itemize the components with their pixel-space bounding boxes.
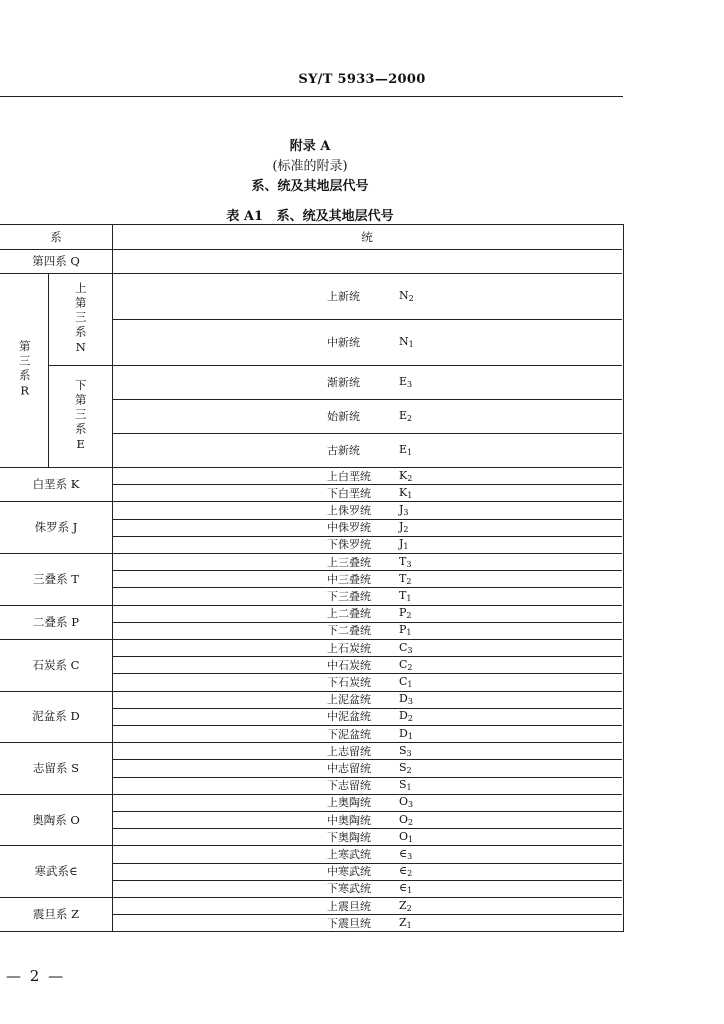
series-code-subscript: 3 — [407, 851, 413, 861]
series-row — [112, 501, 622, 518]
row-divider — [112, 587, 622, 588]
series-code-subscript: 1 — [407, 490, 413, 500]
table-caption-number: 表 A1 — [226, 209, 264, 224]
series-code-letter: N — [399, 335, 409, 348]
system-name: 侏罗系 J — [34, 520, 78, 535]
row-divider — [112, 725, 622, 726]
system-name: 寒武系∈ — [34, 864, 78, 879]
row-divider — [112, 914, 622, 915]
series-row — [112, 519, 622, 536]
series-name: 下侏罗统 — [327, 538, 371, 552]
series-code-letter: Z — [399, 898, 407, 912]
series-row — [112, 742, 622, 759]
series-row — [112, 536, 622, 553]
series-name: 中侏罗统 — [327, 521, 371, 535]
series-code — [399, 727, 439, 741]
series-code — [399, 709, 439, 723]
series-code-letter: ∈ — [399, 846, 408, 860]
series-code-subscript: 3 — [407, 380, 413, 389]
appendix-title: 系、统及其地层代号 — [251, 179, 369, 194]
series-code-subscript: 2 — [406, 765, 412, 775]
series-name: 下震旦统 — [327, 916, 371, 930]
series-code-letter: J — [399, 520, 404, 534]
series-code — [399, 744, 439, 758]
series-code-subscript: 1 — [407, 886, 413, 896]
series-code — [399, 778, 439, 792]
series-code-subscript: 2 — [407, 473, 413, 483]
series-name: 上白垩统 — [327, 469, 371, 483]
series-code — [399, 675, 439, 689]
series-code-subscript: 1 — [407, 679, 413, 689]
series-code-letter: C — [399, 674, 408, 688]
system-name: 志留系 S — [32, 760, 80, 775]
row-divider — [112, 656, 622, 657]
standard-code: SY/T 5933—2000 — [298, 72, 426, 87]
upper-tertiary — [48, 273, 112, 365]
series-code-subscript: 1 — [406, 593, 412, 603]
series-code — [399, 572, 439, 586]
series-row — [112, 708, 622, 725]
series-code — [399, 847, 439, 861]
series-name: 下奥陶统 — [327, 830, 371, 844]
system-name: 奥陶系 O — [32, 812, 80, 827]
series-code-subscript: 1 — [407, 731, 413, 741]
table-caption-title: 系、统及其地层代号 — [276, 209, 394, 224]
series-code-letter: E — [399, 443, 408, 456]
system-name: 石炭系 C — [32, 657, 80, 672]
series-row — [112, 656, 622, 673]
series-code-subscript: 1 — [403, 542, 409, 552]
series-name: 中新统 — [327, 336, 360, 349]
series-code-letter: J — [399, 537, 404, 551]
series-name: 上新统 — [327, 290, 360, 303]
tertiary-system — [0, 273, 48, 467]
series-row — [112, 553, 622, 570]
system-name: 震旦系 Z — [32, 907, 80, 922]
row-divider — [112, 570, 622, 571]
appendix-type: (标准的附录) — [272, 159, 348, 174]
row-divider — [112, 622, 622, 623]
series-code-letter: D — [399, 709, 408, 723]
series-code-letter: E — [399, 409, 408, 422]
series-code — [399, 486, 439, 500]
series-name: 下白垩统 — [327, 486, 371, 500]
series-code — [399, 881, 439, 895]
series-code-subscript: 2 — [408, 817, 414, 827]
series-name: 下志留统 — [327, 779, 371, 793]
row-divider — [112, 519, 622, 520]
series-code-subscript: 1 — [406, 920, 412, 930]
upper-tertiary-label: 上第三系N — [73, 281, 88, 357]
series-name: 上石炭统 — [327, 641, 371, 655]
series-code-letter: N — [399, 289, 409, 302]
header-rule — [0, 96, 623, 97]
series-code-letter: P — [399, 606, 407, 620]
series-name: 渐新统 — [327, 376, 360, 389]
series-name: 中寒武统 — [327, 865, 371, 879]
series-code-letter: D — [399, 692, 408, 706]
series-name: 下三叠统 — [327, 589, 371, 603]
series-name: 中石炭统 — [327, 658, 371, 672]
series-code — [399, 469, 439, 483]
series-code — [399, 916, 439, 930]
series-code-subscript: 2 — [406, 576, 412, 586]
series-code-subscript: 1 — [407, 448, 413, 457]
series-name: 下石炭统 — [327, 675, 371, 689]
series-name: 古新统 — [327, 444, 360, 457]
table-caption — [190, 205, 430, 224]
series-row — [112, 777, 622, 794]
appendix-label: 附录 A — [289, 139, 331, 154]
series-code — [399, 606, 439, 620]
series-code-letter: C — [399, 640, 408, 654]
series-name: 上泥盆统 — [327, 693, 371, 707]
series-row — [112, 845, 622, 862]
series-code-subscript: 1 — [408, 340, 414, 349]
series-code-subscript: 2 — [406, 903, 412, 913]
system-name: 二叠系 P — [33, 614, 79, 629]
system-name: 泥盆系 D — [32, 709, 80, 724]
series-row — [112, 484, 622, 501]
series-name: 上震旦统 — [327, 899, 371, 913]
series-name: 中志留统 — [327, 761, 371, 775]
series-name: 下寒武统 — [327, 882, 371, 896]
series-code-letter: S — [399, 760, 407, 774]
series-row — [112, 605, 622, 622]
row-divider — [112, 863, 622, 864]
tertiary-system-label: 第三系R — [17, 339, 32, 401]
series-code — [399, 520, 439, 534]
series-code-subscript: 3 — [408, 800, 414, 810]
series-code-letter: ∈ — [399, 864, 408, 878]
series-code — [399, 537, 439, 551]
row-divider — [112, 708, 622, 709]
series-code — [399, 830, 439, 844]
series-code-letter: D — [399, 726, 408, 740]
series-row — [112, 319, 622, 365]
series-code-subscript: 2 — [407, 414, 413, 423]
series-name: 中奥陶统 — [327, 813, 371, 827]
lower-tertiary-label: 下第三系E — [73, 378, 88, 454]
series-code-subscript: 2 — [407, 662, 413, 672]
series-code — [399, 555, 439, 569]
series-code-subscript: 3 — [406, 559, 412, 569]
series-row — [112, 880, 622, 897]
series-name: 中泥盆统 — [327, 710, 371, 724]
series-code — [399, 375, 439, 389]
series-row — [112, 433, 622, 467]
row-divider — [112, 759, 622, 760]
series-row — [112, 273, 622, 319]
series-code — [399, 623, 439, 637]
series-name: 中三叠统 — [327, 572, 371, 586]
series-code-subscript: 2 — [403, 525, 409, 535]
series-code-letter: Z — [399, 915, 407, 929]
series-code — [399, 409, 439, 423]
series-code — [399, 289, 439, 303]
series-row — [112, 570, 622, 587]
strata-table — [0, 224, 624, 932]
series-code — [399, 795, 439, 809]
quaternary-system: 第四系 Q — [32, 254, 80, 268]
row-divider — [112, 811, 622, 812]
series-code — [399, 899, 439, 913]
series-code-letter: C — [399, 657, 408, 671]
series-name: 上奥陶统 — [327, 796, 371, 810]
series-row — [112, 897, 622, 914]
series-code — [399, 761, 439, 775]
series-code — [399, 443, 439, 457]
series-row — [112, 811, 622, 828]
series-code-letter: K — [399, 485, 408, 499]
series-row — [112, 725, 622, 742]
series-code-subscript: 2 — [408, 294, 414, 303]
series-code-letter: E — [399, 375, 408, 388]
series-code-subscript: 2 — [407, 869, 413, 879]
page-number: — 2 — — [6, 967, 66, 985]
row-divider — [112, 673, 622, 674]
series-code-letter: S — [399, 743, 407, 757]
series-code-subscript: 1 — [408, 834, 414, 844]
series-code-letter: T — [399, 554, 407, 568]
series-code-subscript: 1 — [406, 628, 412, 638]
row-divider — [112, 777, 622, 778]
series-code — [399, 641, 439, 655]
lower-tertiary — [48, 365, 112, 467]
series-code-subscript: 3 — [406, 748, 412, 758]
series-code-letter: O — [399, 829, 409, 843]
series-code-letter: J — [399, 502, 404, 516]
series-code — [399, 813, 439, 827]
series-row — [112, 863, 622, 880]
series-code-letter: O — [399, 812, 409, 826]
series-code-letter: ∈ — [399, 881, 408, 895]
series-code-subscript: 3 — [407, 697, 413, 707]
series-code-letter: S — [399, 778, 407, 792]
series-code-subscript: 2 — [407, 714, 413, 724]
series-row — [112, 673, 622, 690]
header-series: 统 — [361, 230, 373, 244]
row-divider — [112, 880, 622, 881]
series-name: 下泥盆统 — [327, 727, 371, 741]
series-code — [399, 692, 439, 706]
row-divider — [112, 536, 622, 537]
series-row — [112, 794, 622, 811]
series-code — [399, 335, 439, 349]
series-code-subscript: 1 — [406, 783, 412, 793]
series-name: 上寒武统 — [327, 847, 371, 861]
series-code — [399, 658, 439, 672]
system-name: 白垩系 K — [32, 477, 80, 492]
series-code-letter: T — [399, 571, 407, 585]
series-code-letter: T — [399, 588, 407, 602]
row-divider — [112, 828, 622, 829]
series-row — [112, 691, 622, 708]
series-name: 上志留统 — [327, 744, 371, 758]
series-code-subscript: 3 — [403, 507, 409, 517]
series-code-subscript: 3 — [407, 645, 413, 655]
series-row — [112, 365, 622, 399]
series-code — [399, 864, 439, 878]
series-row — [112, 828, 622, 845]
series-row — [112, 622, 622, 639]
series-row — [112, 914, 622, 931]
series-name: 始新统 — [327, 410, 360, 423]
series-code — [399, 503, 439, 517]
series-row — [112, 399, 622, 433]
series-row — [112, 759, 622, 776]
series-name: 上三叠统 — [327, 555, 371, 569]
series-code-letter: P — [399, 623, 407, 637]
series-name: 下二叠统 — [327, 624, 371, 638]
series-code-letter: O — [399, 795, 409, 809]
system-name: 三叠系 T — [33, 571, 79, 586]
series-code-subscript: 2 — [406, 611, 412, 621]
series-row — [112, 639, 622, 656]
row-divider — [112, 484, 622, 485]
series-row — [112, 467, 622, 484]
header-system: 系 — [50, 230, 62, 244]
series-name: 上二叠统 — [327, 607, 371, 621]
series-code-letter: K — [399, 468, 408, 482]
series-name: 上侏罗统 — [327, 503, 371, 517]
series-row — [112, 587, 622, 604]
series-code — [399, 589, 439, 603]
